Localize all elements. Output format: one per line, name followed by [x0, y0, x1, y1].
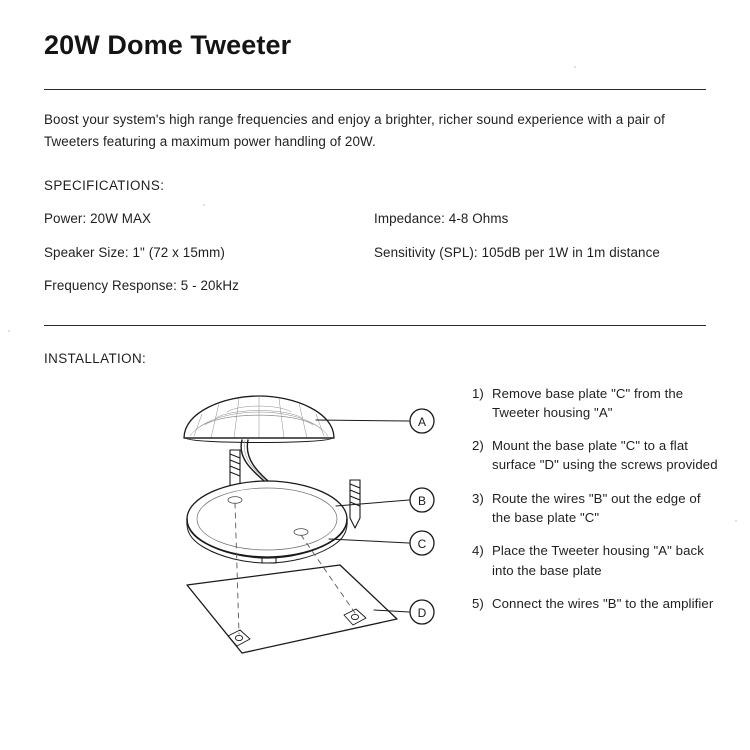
specifications-list — [44, 210, 706, 294]
installation-section — [44, 372, 718, 672]
paper-speck — [203, 204, 205, 206]
step-number: 5) — [472, 595, 484, 611]
step-item — [472, 436, 722, 475]
step-text: Remove base plate "C" from the Tweeter housing "A" — [492, 385, 684, 420]
step-item — [472, 384, 722, 423]
spec-item: Sensitivity (SPL): 105dB per 1W in 1m distance — [374, 244, 660, 260]
callout-b — [410, 488, 434, 512]
callout-d — [410, 600, 434, 624]
paper-speck — [735, 520, 737, 522]
spec-item: Frequency Response: 5 - 20kHz — [44, 278, 239, 294]
callout-a — [410, 409, 434, 433]
step-number: 2) — [472, 438, 484, 454]
paper-speck — [574, 66, 576, 68]
callout-c-label: C — [417, 536, 427, 551]
step-item — [472, 489, 722, 528]
step-text: Place the Tweeter housing "A" back into the base plate — [492, 543, 704, 578]
spec-item: Speaker Size: 1" (72 x 15mm) — [44, 244, 225, 260]
step-text: Route the wires "B" out the edge of the base plate "C" — [492, 490, 701, 525]
spec-item: Impedance: 4-8 Ohms — [374, 211, 509, 227]
step-item — [472, 541, 722, 580]
step-number: 3) — [472, 490, 484, 506]
paper-speck — [8, 330, 10, 332]
specifications-heading: SPECIFICATIONS: — [44, 178, 165, 194]
tweeter-exploded-diagram — [64, 372, 454, 672]
spec-item: Power: 20W MAX — [44, 211, 152, 227]
step-text: Connect the wires "B" to the amplifier — [492, 595, 714, 611]
installation-steps — [472, 384, 722, 627]
installation-heading: INSTALLATION: — [44, 350, 147, 366]
divider-middle — [44, 325, 706, 326]
divider-top — [44, 89, 706, 90]
step-item — [472, 594, 722, 613]
mounting-surface-shape — [187, 565, 397, 653]
step-number: 4) — [472, 543, 484, 559]
step-text: Mount the base plate "C" to a flat surface "D" using the screws provided — [492, 438, 718, 473]
callout-d-label: D — [417, 605, 427, 620]
callout-c — [410, 531, 434, 555]
spec-item — [374, 277, 706, 294]
callout-b-label: B — [417, 493, 427, 508]
callout-a-label: A — [417, 414, 427, 429]
page-title: 20W Dome Tweeter — [44, 30, 292, 60]
intro-paragraph: Boost your system's high range frequencies and enjoy a brighter, richer sound experience with a pair of Tweeters featuring a maximum power handling of 20W. — [44, 112, 665, 149]
step-number: 1) — [472, 385, 484, 401]
